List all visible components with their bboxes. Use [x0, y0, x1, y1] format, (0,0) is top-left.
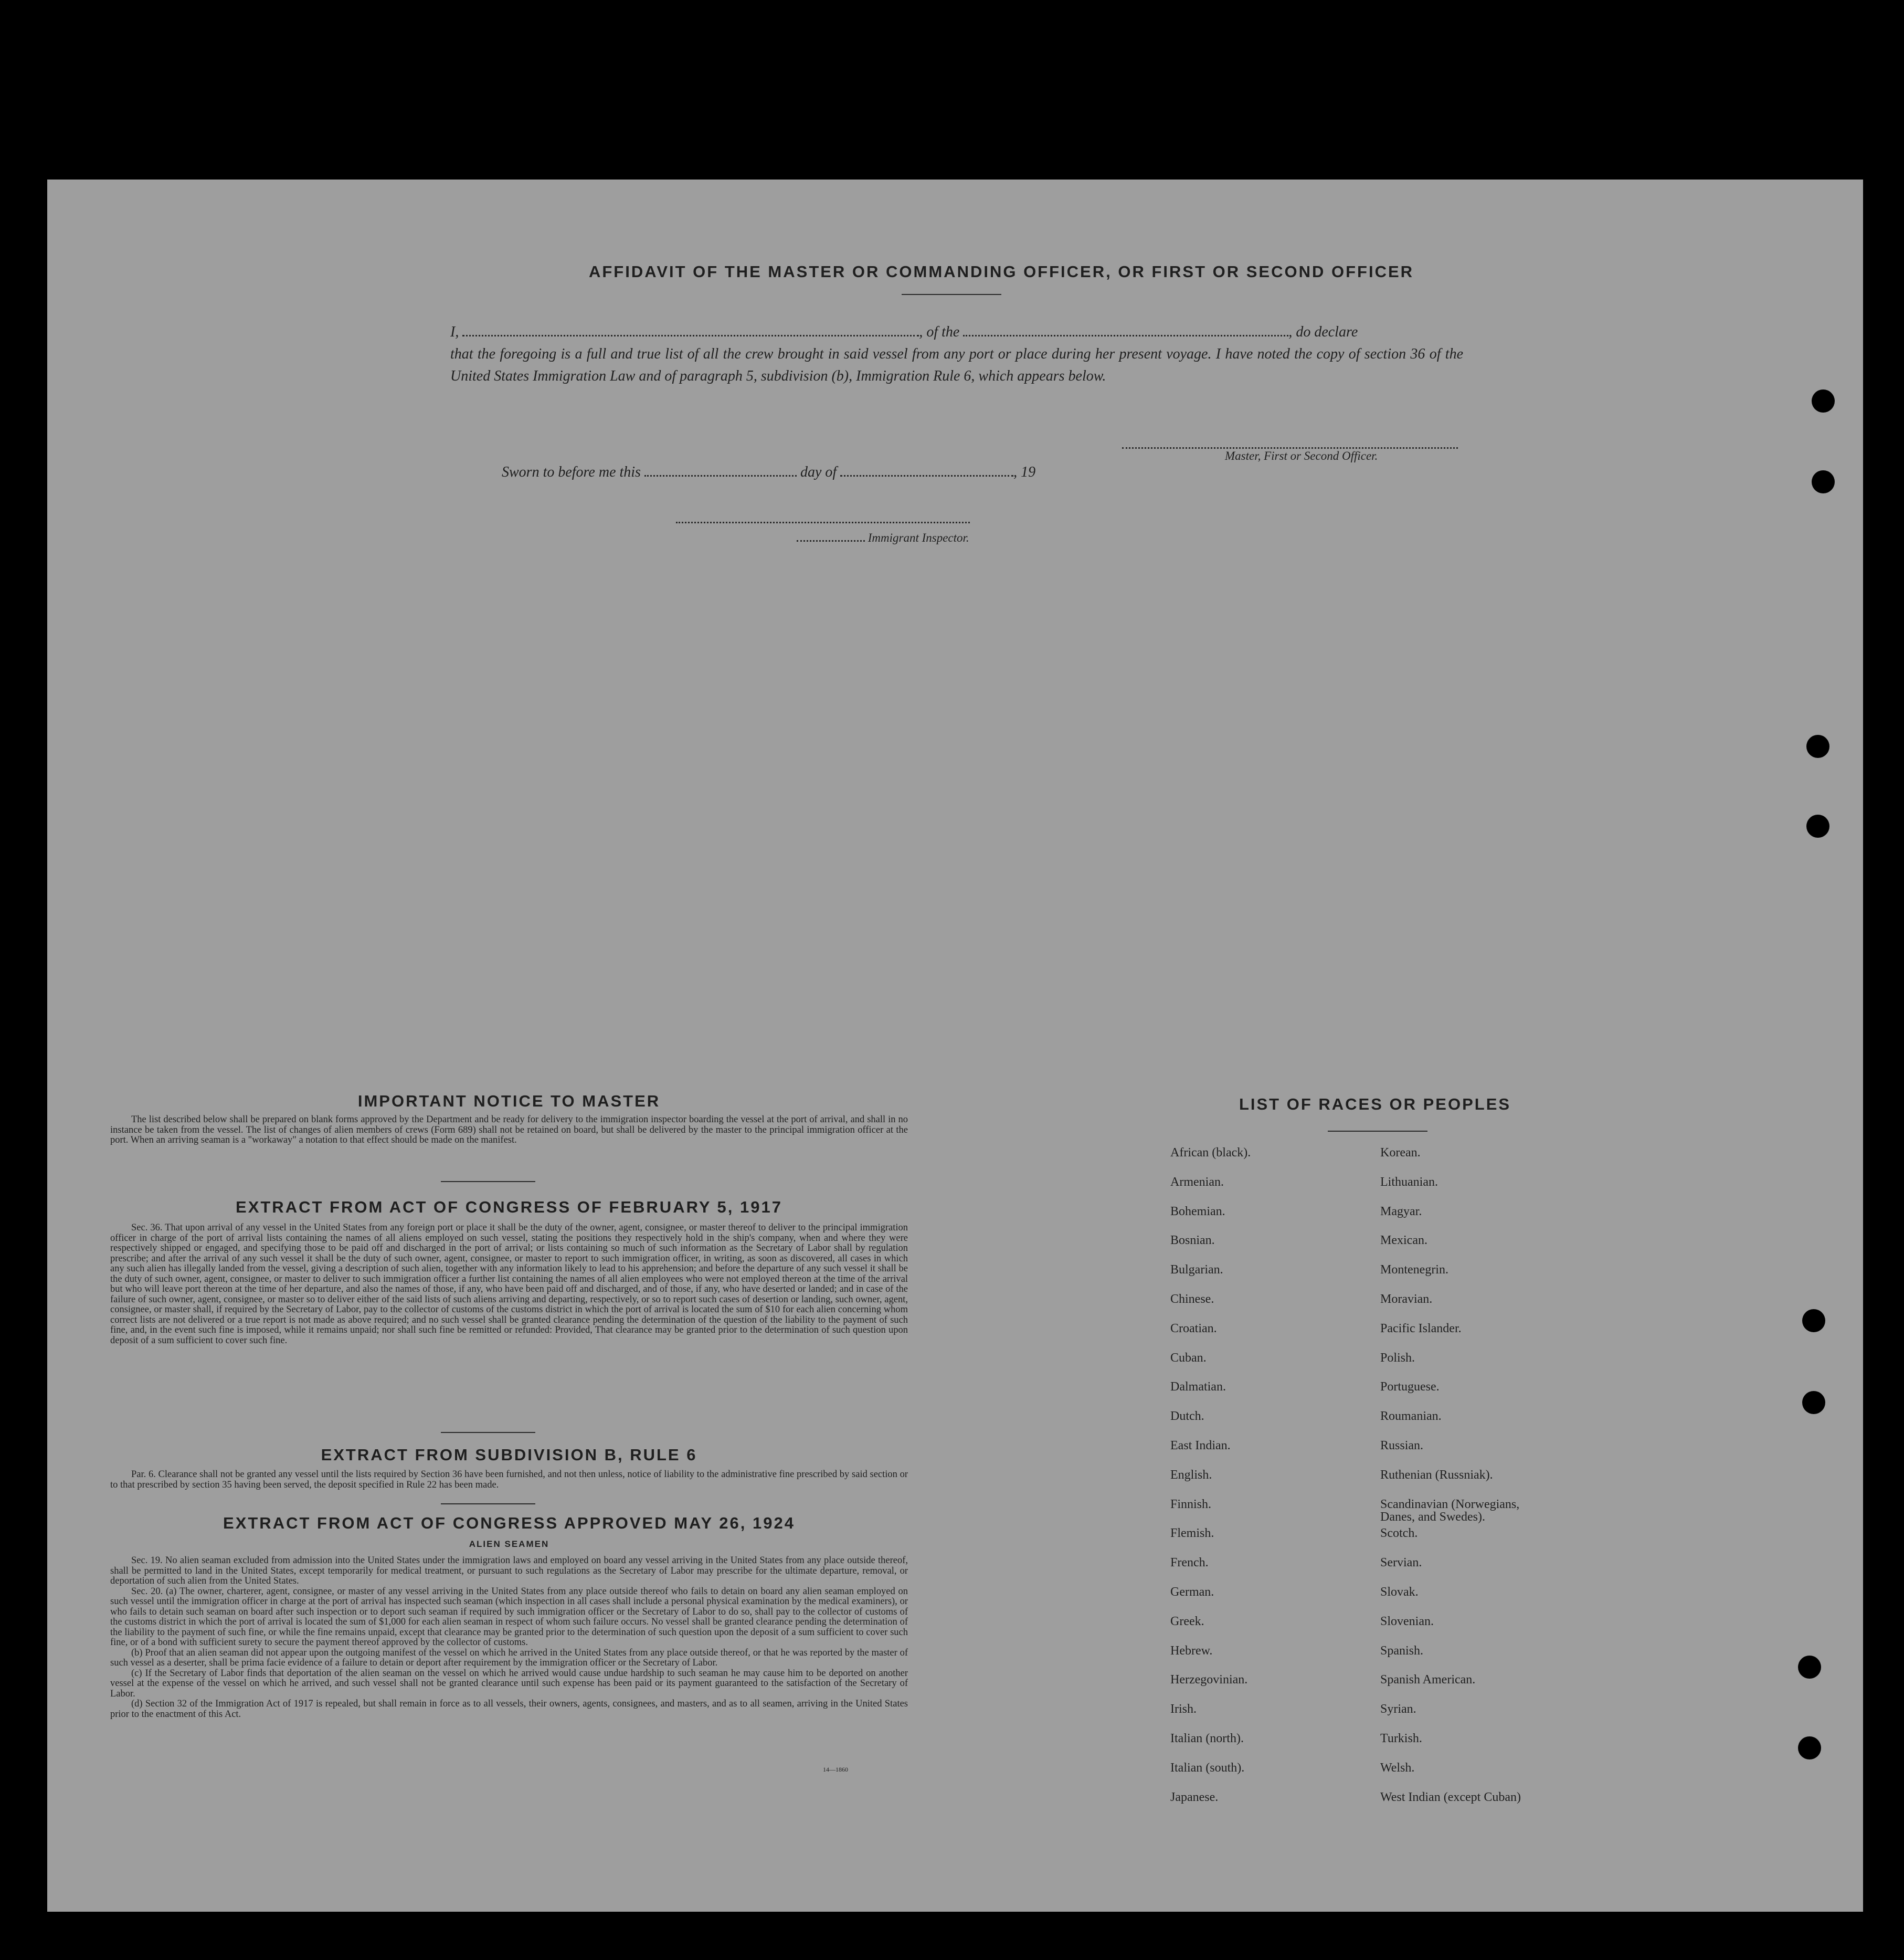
- section-divider: [441, 1503, 535, 1504]
- race-item: Welsh.: [1380, 1761, 1415, 1775]
- race-item: Japanese.: [1170, 1790, 1219, 1804]
- affidavit-body: [450, 321, 1463, 387]
- race-item: Magyar.: [1380, 1205, 1422, 1218]
- race-item: West Indian (except Cuban): [1380, 1790, 1521, 1804]
- inspector-blank[interactable]: [797, 540, 865, 542]
- race-item: Scandinavian (Norwegians, Danes, and Swedes).: [1380, 1498, 1520, 1524]
- rule-6-text: Par. 6. Clearance shall not be granted any vessel until the lists required by Section 36 have been furnished, and not then unless, notice of liability to the administrative fine prescribed by said section or to that prescribed by section 35 having been served, the deposit specified in Rule 22 has been made.: [110, 1469, 908, 1490]
- race-item: Armenian.: [1170, 1175, 1224, 1189]
- sworn-line: [502, 464, 1035, 481]
- binder-hole: [1812, 470, 1835, 493]
- race-item: Portuguese.: [1380, 1380, 1440, 1394]
- race-item: Lithuanian.: [1380, 1175, 1438, 1189]
- master-signature-label: Master, First or Second Officer.: [1225, 449, 1378, 462]
- vessel-blank[interactable]: [963, 335, 1288, 336]
- race-item: Roumanian.: [1380, 1409, 1442, 1423]
- month-blank[interactable]: [840, 475, 1013, 477]
- race-item: Slovenian.: [1380, 1615, 1434, 1628]
- inspector-line: [797, 531, 969, 545]
- race-item: Ruthenian (Russniak).: [1380, 1468, 1493, 1482]
- name-blank[interactable]: [462, 335, 919, 336]
- race-item: Polish.: [1380, 1351, 1415, 1365]
- year-label: , 19: [1013, 464, 1036, 480]
- race-item: East Indian.: [1170, 1439, 1231, 1452]
- race-item: Slovak.: [1380, 1585, 1419, 1599]
- race-item: French.: [1170, 1556, 1209, 1569]
- race-item: Chinese.: [1170, 1292, 1214, 1306]
- sec-19-paragraph: Sec. 19. No alien seaman excluded from admission into the United States under the immigration laws and employed on board any vessel arriving in the United States from any place outside thereof, shall be permitted to land in the United States, except temporarily for medical treatment, or pursuant to such regulations as the Secretary of Labor may prescribe for the ultimate departure, removal, or deportation of such alien from the United States.: [110, 1555, 908, 1586]
- of-the-label: , of the: [919, 324, 960, 340]
- i-label: I,: [450, 324, 459, 340]
- sec-20a-paragraph: Sec. 20. (a) The owner, charterer, agent, consignee, or master of any vessel arriving in the United States from any place outside thereof who fails to detain on board any alien seaman employed on such vessel until the immigration officer in charge at the port of arrival has inspected such seaman (which inspection in all cases shall include a personal physical examination by the medical examiners), or who fails to detain such seaman on board after such inspection or to deport such seaman if required by such immigration officer or the Secretary of Labor to do so, shall pay to the collector of customs of the customs district in which the port of arrival is located the sum of $1,000 for each alien seaman in respect of whom such failure occurs. No vessel shall be granted clearance pending the determination of the liability to the payment of such fine, or while the fine remains unpaid, except that clearance may be granted prior to the determination of such question upon the deposit of a sum sufficient to cover such fine, or of a bond with sufficient surety to secure the payment thereof approved by the collector of customs.: [110, 1586, 908, 1648]
- extract-1924-title: EXTRACT FROM ACT OF CONGRESS APPROVED MAY 26, 1924: [223, 1514, 795, 1532]
- extract-1917-text: Sec. 36. That upon arrival of any vessel in the United States from any foreign port or place it shall be the duty of the owner, agent, consignee, or master thereof to deliver to the principal immigration officer in charge of the port of arrival lists containing the names of all aliens employed on such vessel, stating the positions they respectively hold in the ship's company, when and where they were respectively shipped or engaged, and specifying those to be paid off and discharged in the port of arrival; or lists containing so much of such information as the Secretary of Labor shall by regulation prescribe; and after the arrival of any such vessel it shall be the duty of such owner, agent, consignee, or master to report to such immigration officer, in writing, as soon as discovered, all cases in which any such alien has illegally landed from the vessel, giving a description of such alien, together with any information likely to lead to his apprehension; and before the departure of any such vessel it shall be the duty of such owner, agent, consignee, or master to deliver to such immigration officer a further list containing the names of all alien employees who were not employed thereon at the time of the arrival but who will leave port thereon at the time of her departure, and also the names of those, if any, who have been paid off and discharged, and of those, if any, who have deserted or landed; and in case of the failure of such owner, agent, consignee, or master so to deliver either of the said lists of such aliens arriving and departing, respectively, or so to report such cases of desertion or landing, such owner, agent, consignee, or master shall, if required by the Secretary of Labor, pay to the collector of customs of the customs district in which the port of arrival is located the sum of $10 for each alien concerning whom correct lists are not delivered or a true report is not made as above required; and no such vessel shall be granted clearance pending the determination of the question of the liability to the payment of such fine, and, in the event such fine is imposed, while it remains unpaid; nor shall such fine be remitted or refunded: Provided, That clearance may be granted prior to the determination of such question upon deposit of a sum sufficient to cover such fine.: [110, 1223, 908, 1346]
- races-divider: [1328, 1131, 1427, 1132]
- extract-1917-title: EXTRACT FROM ACT OF CONGRESS OF FEBRUARY 5, 1917: [236, 1198, 782, 1216]
- race-item: Bosnian.: [1170, 1234, 1215, 1247]
- sworn-label: Sworn to before me this: [502, 464, 641, 480]
- extract-1924-text: [110, 1556, 908, 1720]
- race-item: Hebrew.: [1170, 1644, 1213, 1658]
- race-item: Spanish American.: [1380, 1673, 1476, 1687]
- race-item: Montenegrin.: [1380, 1263, 1448, 1277]
- race-item: Mexican.: [1380, 1234, 1427, 1247]
- title-divider: [902, 294, 1001, 295]
- sec-20b-paragraph: (b) Proof that an alien seaman did not appear upon the outgoing manifest of the vessel on which he arrived in the United States from any place outside thereof, or that he was reported by the master of such vessel as a deserter, shall be prima facie evidence of a failure to detain or deport after requirement by the immigration officer or the Secretary of Labor.: [110, 1647, 908, 1668]
- alien-seamen-subtitle: ALIEN SEAMEN: [469, 1539, 549, 1549]
- master-signature-line[interactable]: [1122, 447, 1458, 449]
- rule-6-title: EXTRACT FROM SUBDIVISION B, RULE 6: [321, 1446, 697, 1464]
- binder-hole: [1802, 1309, 1825, 1332]
- race-item: Servian.: [1380, 1556, 1422, 1569]
- race-item: Bohemian.: [1170, 1205, 1225, 1218]
- race-item: Cuban.: [1170, 1351, 1207, 1365]
- race-item: German.: [1170, 1585, 1214, 1599]
- binder-hole: [1806, 815, 1829, 838]
- binder-hole: [1806, 735, 1829, 758]
- race-item: Irish.: [1170, 1702, 1197, 1716]
- binder-hole: [1798, 1656, 1821, 1679]
- notice-title: IMPORTANT NOTICE TO MASTER: [357, 1092, 661, 1110]
- day-blank[interactable]: [644, 475, 797, 477]
- inspector-label: Immigrant Inspector.: [868, 531, 969, 544]
- binder-hole: [1802, 1391, 1825, 1414]
- race-item: Scotch.: [1380, 1526, 1418, 1540]
- race-item: Pacific Islander.: [1380, 1322, 1462, 1335]
- race-item: Moravian.: [1380, 1292, 1433, 1306]
- race-item: Spanish.: [1380, 1644, 1424, 1658]
- form-number: 14—1860: [823, 1766, 848, 1773]
- sec-20d-paragraph: (d) Section 32 of the Immigration Act of 1917 is repealed, but shall remain in force as to all vessels, their owners, agents, consignees, and masters, and as to all seamen, arriving in the United States prior to the enactment of this Act.: [110, 1699, 908, 1720]
- race-item: Croatian.: [1170, 1322, 1217, 1335]
- races-title: LIST OF RACES OR PEOPLES: [1239, 1095, 1511, 1113]
- race-item: Russian.: [1380, 1439, 1424, 1452]
- document-page: [47, 180, 1863, 1912]
- race-item: African (black).: [1170, 1146, 1251, 1160]
- race-item: Korean.: [1380, 1146, 1421, 1160]
- affidavit-title: AFFIDAVIT OF THE MASTER OR COMMANDING OFFICER, OR FIRST OR SECOND OFFICER: [588, 262, 1414, 281]
- binder-hole: [1812, 389, 1835, 413]
- affidavit-text: that the foregoing is a full and true list of all the crew brought in said vessel from any port or place during her present voyage. I have noted the copy of section 36 of the United States Immigration Law and of paragraph 5, subdivision (b), Immigration Rule 6, which appears below.: [450, 346, 1463, 384]
- race-item: Herzegovinian.: [1170, 1673, 1248, 1687]
- sec-20c-paragraph: (c) If the Secretary of Labor finds that deportation of the alien seaman on the vessel on which he arrived would cause undue hardship to such seaman he may cause him to be deported on another vessel at the expense of the vessel on which he arrived, and such vessel shall not be granted clearance until such expense has been paid or its payment guaranteed to the satisfaction of the Secretary of Labor.: [110, 1668, 908, 1699]
- inspector-signature-line[interactable]: [676, 522, 970, 523]
- section-divider: [441, 1181, 535, 1182]
- notice-text: The list described below shall be prepared on blank forms approved by the Department and be ready for delivery to the immigration inspector boarding the vessel at the port of arrival, and shall in no instance be taken from the vessel. The list of changes of alien members of crews (Form 689) shall not be retained on board, but shall be delivered by the master to the principal immigration officer at the port. When an arriving seaman is a "workaway" a notation to that effect should be made on the manifest.: [110, 1114, 908, 1145]
- section-divider: [441, 1432, 535, 1433]
- race-item: Finnish.: [1170, 1498, 1212, 1511]
- race-item: Bulgarian.: [1170, 1263, 1223, 1277]
- declaration-line: [450, 321, 1463, 343]
- race-item: Italian (south).: [1170, 1761, 1245, 1775]
- binder-hole: [1798, 1736, 1821, 1759]
- race-item: Syrian.: [1380, 1702, 1416, 1716]
- day-of-label: day of: [800, 464, 837, 480]
- do-declare-label: , do declare: [1288, 324, 1358, 340]
- race-item: Dutch.: [1170, 1409, 1204, 1423]
- race-item: Dalmatian.: [1170, 1380, 1226, 1394]
- race-item: Italian (north).: [1170, 1732, 1244, 1745]
- race-item: Greek.: [1170, 1615, 1204, 1628]
- race-item: Flemish.: [1170, 1526, 1214, 1540]
- race-item: English.: [1170, 1468, 1212, 1482]
- race-item: Turkish.: [1380, 1732, 1422, 1745]
